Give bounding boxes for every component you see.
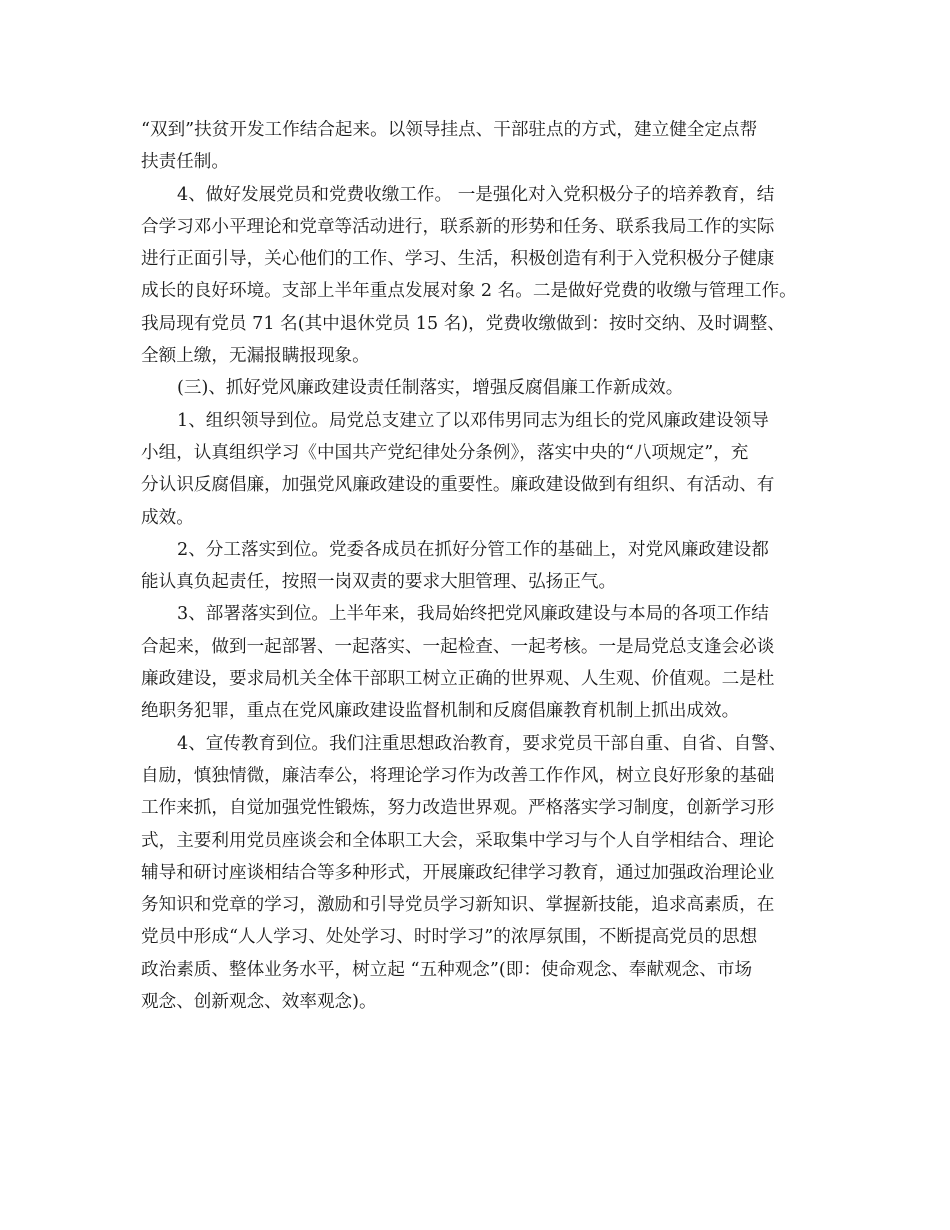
text-line: 成效。: [141, 507, 194, 528]
text-line: 观念、创新观念、效率观念)。: [141, 992, 377, 1013]
text-line: 辅导和研讨座谈相结合等多种形式，开展廉政纪律学习教育，通过加强政治理论业: [141, 862, 775, 883]
text-line: 政治素质、整体业务水平，树立起 “五种观念”(即：使命观念、奉献观念、市场: [141, 959, 753, 980]
text-line: 扶责任制。: [141, 152, 229, 173]
text-line: 全额上缴，无漏报瞒报现象。: [141, 346, 370, 367]
paragraph-start-line: 3、部署落实到位。上半年来，我局始终把党风廉政建设与本局的各项工作结: [177, 604, 769, 625]
text-line: 党员中形成“人人学习、处处学习、时时学习”的浓厚氛围，不断提高党员的思想: [141, 927, 758, 948]
paragraph-start-line: 2、分工落实到位。党委各成员在抓好分管工作的基础上，对党风廉政建设都: [177, 539, 769, 560]
text-line: 进行正面引导，关心他们的工作、学习、生活，积极创造有利于入党积极分子健康: [141, 249, 775, 270]
text-line: 合起来，做到一起部署、一起落实、一起检查、一起考核。一是局党总支逢会必谈: [141, 636, 775, 657]
text-line: 合学习邓小平理论和党章等活动进行，联系新的形势和任务、联系我局工作的实际: [141, 216, 775, 237]
text-line: 能认真负起责任，按照一岗双责的要求大胆管理、弘扬正气。: [141, 572, 617, 593]
text-line: 我局现有党员 71 名(其中退休党员 15 名)，党费收缴做到：按时交纳、及时调整、: [141, 313, 785, 334]
text-line: 小组，认真组织学习《中国共产党纪律处分条例》，落实中央的“八项规定”，充: [141, 442, 749, 463]
paragraph-start-line: 4、做好发展党员和党费收缴工作。 一是强化对入党积极分子的培养教育，结: [177, 184, 775, 205]
text-line: 成长的良好环境。支部上半年重点发展对象 2 名。二是做好党费的收缴与管理工作。: [141, 281, 797, 302]
document-body: [141, 114, 817, 1018]
text-line: 分认识反腐倡廉，加强党风廉政建设的重要性。廉政建设做到有组织、有活动、有: [141, 475, 775, 496]
text-line: 廉政建设，要求局机关全体干部职工树立正确的世界观、人生观、价值观。二是杜: [141, 669, 775, 690]
text-line: 绝职务犯罪，重点在党风廉政建设监督机制和反腐倡廉教育机制上抓出成效。: [141, 701, 740, 722]
text-line: 式，主要利用党员座谈会和全体职工大会，采取集中学习与个人自学相结合、理论: [141, 830, 775, 851]
text-line: 自励，慎独情微，廉洁奉公，将理论学习作为改善工作作风，树立良好形象的基础: [141, 765, 775, 786]
text-line: “双到”扶贫开发工作结合起来。以领导挂点、干部驻点的方式，建立健全定点帮: [141, 120, 758, 140]
text-line: 工作来抓，自觉加强党性锻炼，努力改造世界观。严格落实学习制度，创新学习形: [141, 798, 775, 819]
paragraph-start-line: 1、组织领导到位。局党总支建立了以邓伟男同志为组长的党风廉政建设领导: [177, 410, 769, 431]
paragraph-start-line: 4、宣传教育到位。我们注重思想政治教育，要求党员干部自重、自省、自警、: [177, 733, 787, 754]
section-heading: (三)、抓好党风廉政建设责任制落实，增强反腐倡廉工作新成效。: [177, 378, 684, 399]
text-line: 务知识和党章的学习，激励和引导党员学习新知识、掌握新技能，追求高素质，在: [141, 895, 775, 916]
